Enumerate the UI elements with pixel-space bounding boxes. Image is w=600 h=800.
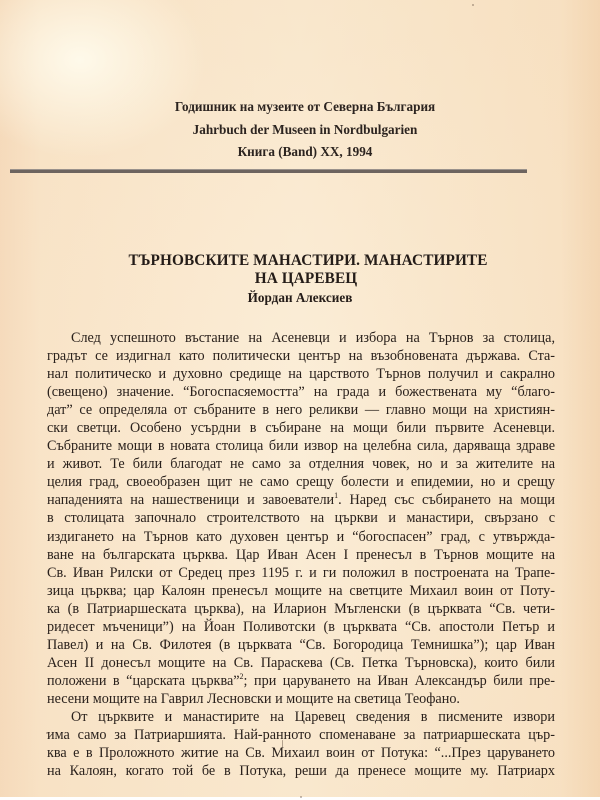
body-line-with-footnote: [47, 491, 555, 509]
body-line: зица църква; цар Калоян пренесъл мощите на светците Михаил воин от Поту-: [47, 582, 555, 599]
journal-volume: Книга (Band) XX, 1994: [237, 144, 373, 159]
paper-speck: [282, 740, 283, 748]
body-line: Св. Иван Рилски от Средец през 1195 г. и ги положил в построената на Трапе-: [47, 564, 555, 581]
body-line: ване на българската църква. Цар Иван Асен I пренесъл в Търнов мощите на: [47, 546, 555, 563]
body-line: Събраните мощи в новата столица били извор на целебна сила, даряваща здраве: [47, 438, 555, 455]
body-line-text: нападенията на нашественици и завоеватели: [47, 492, 335, 509]
paper-speck: [472, 4, 474, 6]
journal-header: [0, 96, 600, 164]
body-line: нал политическо и духовно средище на царството Търнов получил и сакрално: [47, 366, 555, 383]
body-line: издигането на Търнов като духовен център и “богоспасен” град, с утвържда-: [47, 528, 555, 545]
article-title-line-1: ТЪРНОВСКИТЕ МАНАСТИРИ. МАНАСТИРИТЕ: [128, 252, 488, 269]
body-line-with-footnote: [47, 672, 555, 690]
body-line: ски светци. Особено усърдни в събиране на мощи били първите Асеневци.: [47, 420, 555, 437]
body-line-tail: ; при царуването на Иван Александър били пре-: [243, 672, 555, 689]
body-line: От църквите и манастирите на Царевец сведения в писмените извори: [71, 708, 555, 725]
journal-title-bulgarian: Годишник на музеите от Северна България: [174, 99, 436, 114]
header-divider: [10, 169, 527, 173]
article-body: [47, 329, 555, 780]
body-line-text: положени в “царската църква”: [47, 672, 240, 689]
article-title: [0, 252, 600, 288]
body-line: ридесет мъченици”) на Йоан Поливотски (в църквата “Св. апостоли Петър и: [47, 618, 555, 635]
body-line: и живот. Те били благодат не само за отделния човек, но и за жителите на: [47, 456, 555, 473]
body-line: ка (в Патриаршеската църква), на Иларион Мъгленски (в църквата “Св. чети-: [47, 600, 555, 617]
body-line: (свещено) значение. “Богоспасяемостта” на града и божествената му “благо-: [47, 384, 555, 401]
body-line: Асен II донесъл мощите на Св. Параскева (Св. Петка Търновска), които били: [47, 654, 555, 671]
body-line: има само за Патриаршията. Най-ранното споменаване за патриаршеската цър-: [47, 727, 555, 744]
paper-speck: [46, 732, 48, 734]
body-line: градът се издигнал като политически център на възобновената държава. Ста-: [47, 348, 555, 365]
body-line: на Калоян, когато той бе в Потука, реши да пренесе мощите му. Патриарх: [47, 763, 555, 780]
footnote-marker-1: 1: [334, 491, 339, 501]
article-title-line-2: НА ЦАРЕВЕЦ: [254, 270, 358, 287]
body-line: ква е в Проложното житие на Св. Михаил воин от Потука: “...През царуването: [47, 745, 555, 762]
body-line: Павел) и на Св. Филотея (в църквата “Св. Богородица Темнишка”); цар Иван: [47, 636, 555, 653]
body-line: целия град, своеобразен щит не само срещу болести и епидемии, но и срещу: [47, 474, 555, 491]
body-line: дат” се определяла от събраните в него реликви — главно мощи на християн-: [47, 402, 555, 419]
body-line: в столицата започнало строителството на църкви и манастири, свързано с: [47, 510, 555, 527]
footnote-marker-2: 2: [239, 671, 244, 681]
body-line: След успешното въстание на Асеневци и избора на Търнов за столица,: [71, 330, 555, 346]
body-line-tail: . Наред със събирането на мощи: [338, 492, 555, 509]
article-author: Йордан Алексиев: [247, 290, 353, 305]
paper-speck: [300, 796, 302, 798]
journal-title-german: Jahrbuch der Museen in Nordbulgarien: [192, 121, 418, 137]
body-line: несени мощите на Гаврил Лесновски и мощите на светица Теофано.: [47, 690, 460, 707]
